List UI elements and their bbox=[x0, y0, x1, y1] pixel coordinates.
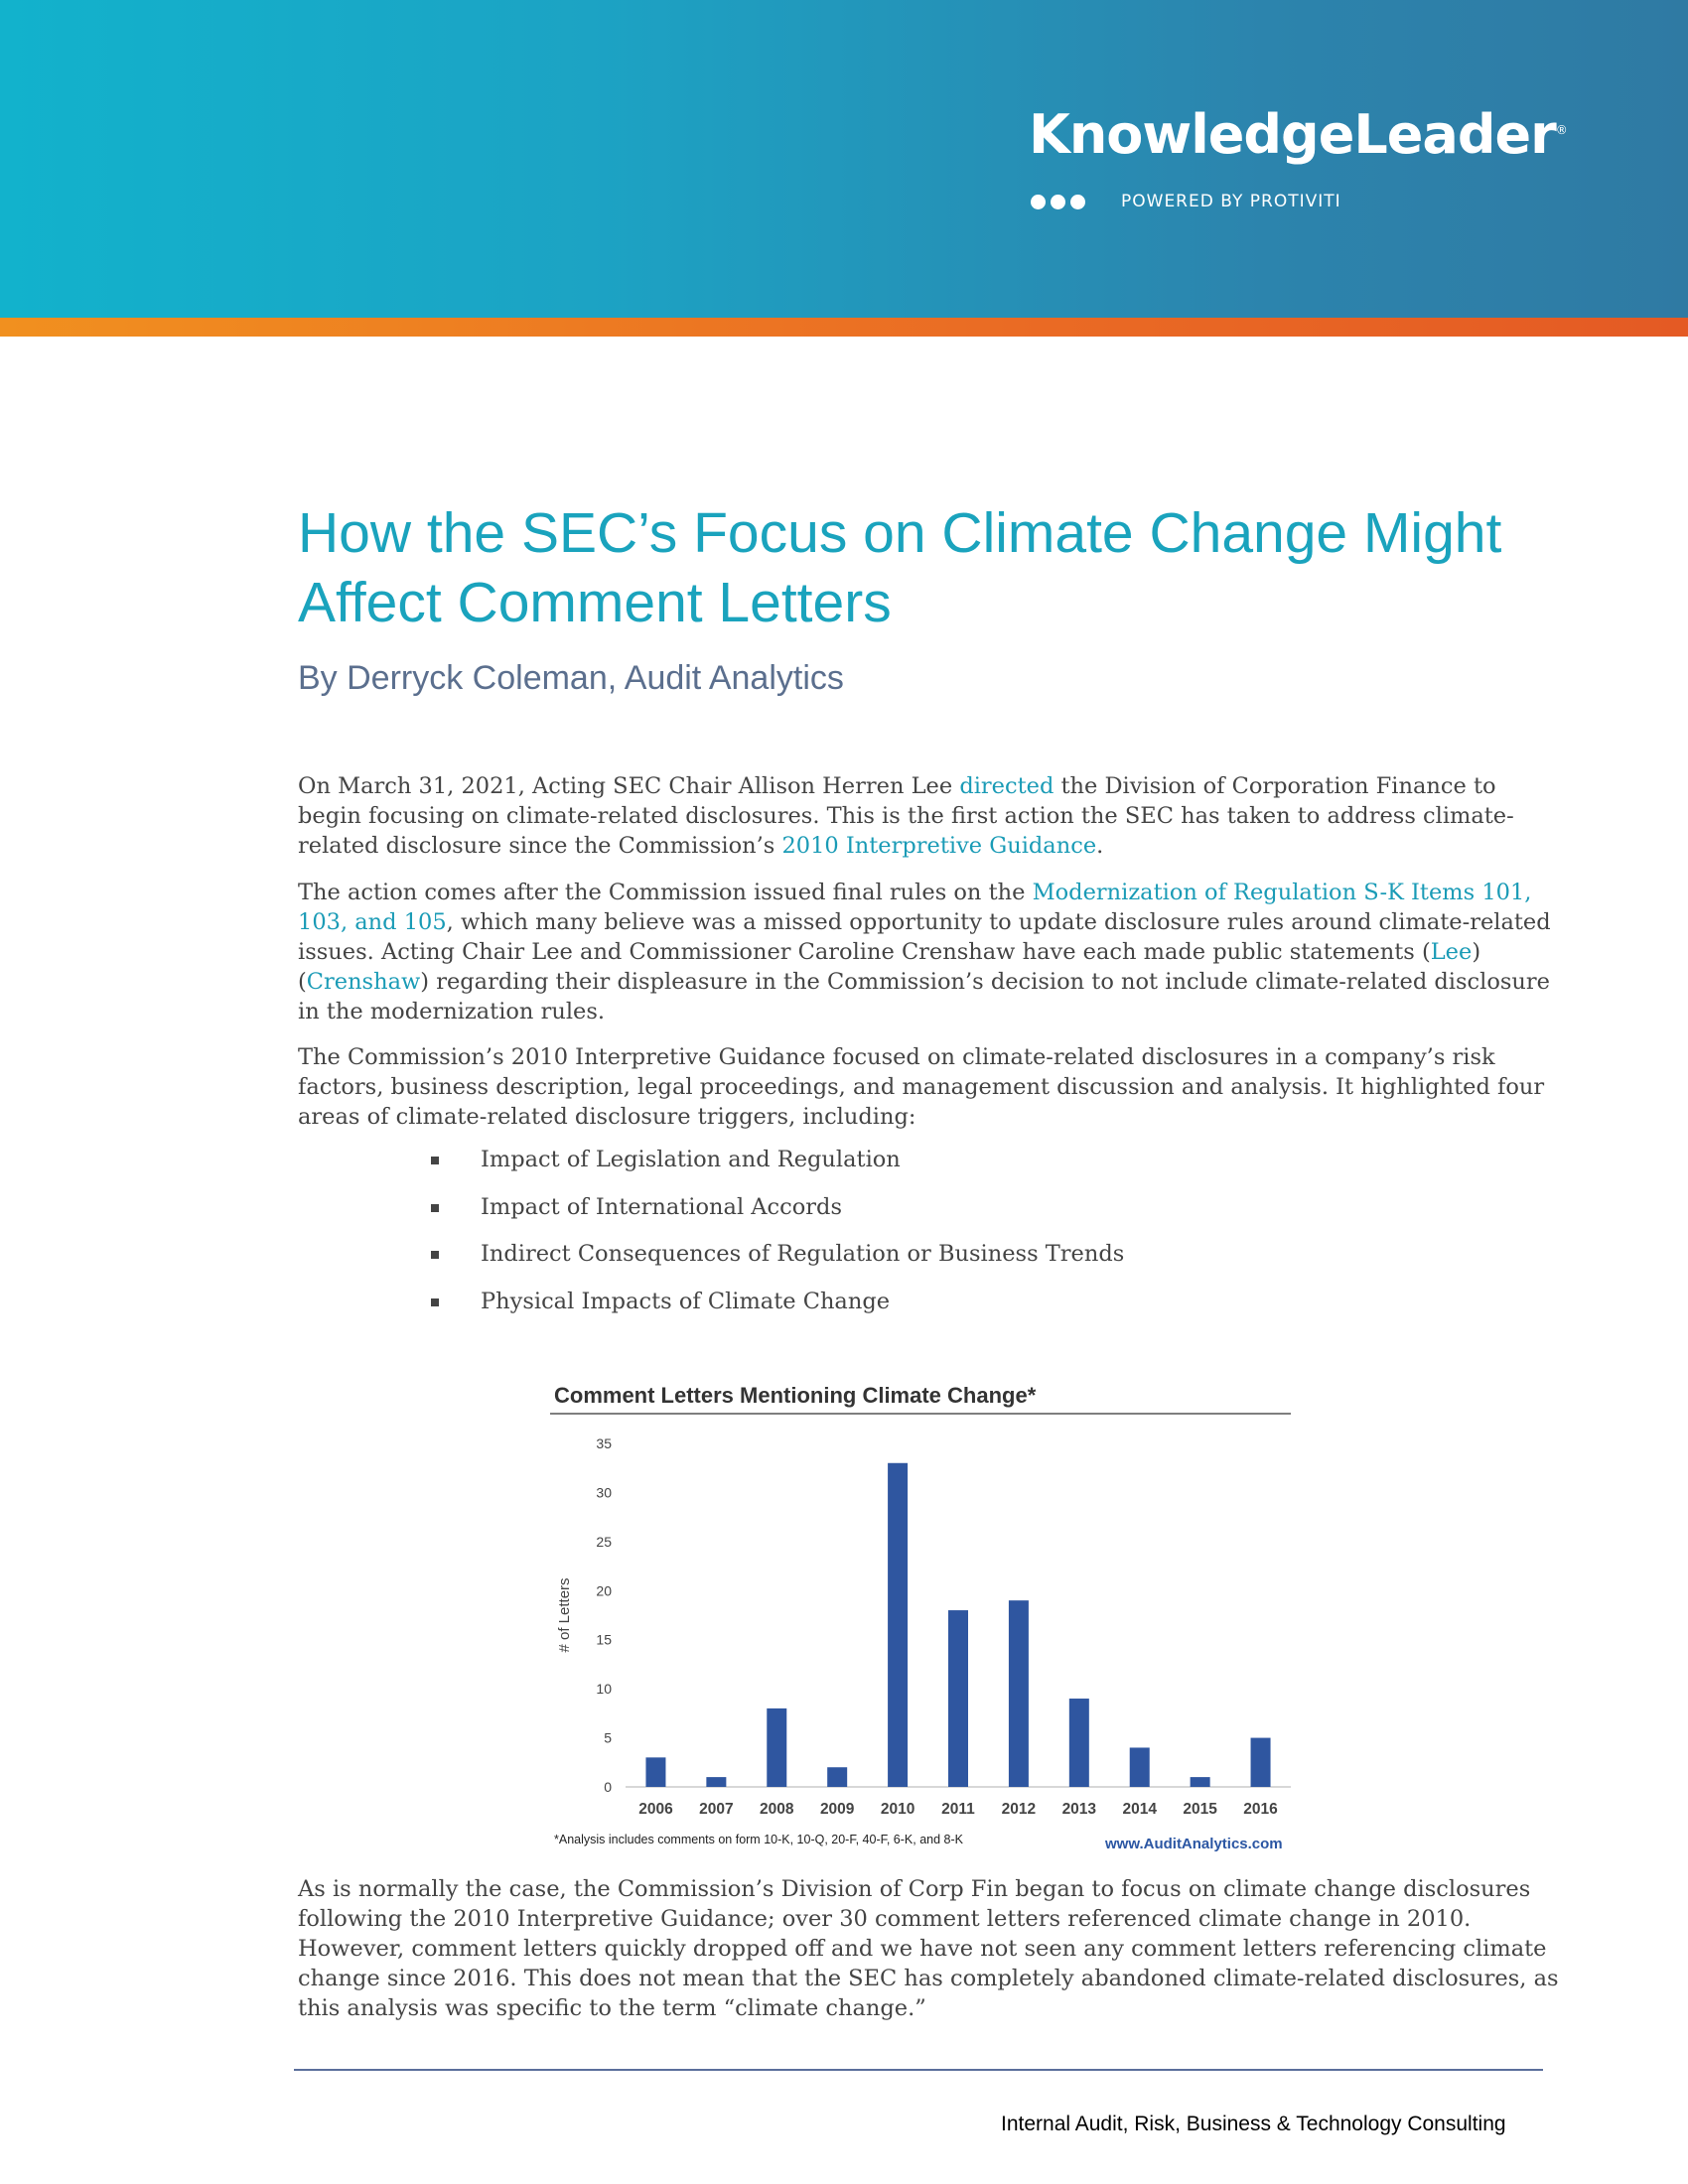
article-title: How the SEC’s Focus on Climate Change Might Affect Comment Letters bbox=[298, 501, 1502, 634]
list-item bbox=[429, 1287, 1323, 1334]
list-item bbox=[429, 1145, 1323, 1192]
brand-tagline: POWERED BY PROTIVITI bbox=[1121, 192, 1341, 211]
list-item-text: Impact of International Accords bbox=[481, 1193, 842, 1220]
footer-tagline: Internal Audit, Risk, Business & Technology Consulting bbox=[1001, 2113, 1506, 2135]
x-tick-label: 2016 bbox=[1243, 1801, 1278, 1818]
x-tick-label: 2013 bbox=[1061, 1801, 1097, 1818]
p2-text-b: , which many believe was a missed opportunity to update disclosure rules around climate-related issues. Acting Chair Lee and Commissioner Caroline Crenshaw have each made public statements ( bbox=[298, 909, 1551, 965]
footer-divider bbox=[294, 2069, 1543, 2071]
lee-statement-link[interactable]: Lee bbox=[1430, 939, 1473, 965]
y-tick-label: 0 bbox=[604, 1779, 612, 1795]
bar-2015 bbox=[1191, 1777, 1210, 1787]
paragraph-1 bbox=[298, 771, 1559, 861]
p1-text-b: the Division of Corporation Finance to begin focusing on climate-related disclosures. This is the first action the SEC has taken to address climate-related disclosure since the Commission’s bbox=[298, 773, 1514, 859]
bar-2008 bbox=[767, 1708, 786, 1787]
x-tick-label: 2010 bbox=[880, 1801, 915, 1818]
registered-mark: ® bbox=[1555, 123, 1567, 137]
p2-text-a: The action comes after the Commission issued final rules on the bbox=[298, 880, 1033, 905]
bar-2009 bbox=[827, 1767, 847, 1787]
x-tick-label: 2009 bbox=[819, 1801, 855, 1818]
list-item bbox=[429, 1192, 1323, 1240]
y-tick-label: 5 bbox=[604, 1729, 612, 1746]
list-item bbox=[429, 1239, 1323, 1287]
dot-icon bbox=[1031, 195, 1046, 209]
dot-icon bbox=[1070, 195, 1085, 209]
paragraph-2 bbox=[298, 878, 1559, 1026]
y-tick-label: 15 bbox=[596, 1631, 612, 1648]
bar-2007 bbox=[706, 1777, 726, 1787]
paragraph-4: As is normally the case, the Commission’s Division of Corp Fin began to focus on climate change disclosures following the 2010 Interpretive Guidance; over 30 comment letters referenced climate change in 2010. However, comment letters quickly dropped off and we have not seen any comment letters referencing climate change since 2016. This does not mean that the SEC has completely abandoned climate-related disclosures, as this analysis was specific to the term “climate change.” bbox=[298, 1876, 1559, 2021]
bar-2012 bbox=[1009, 1600, 1029, 1787]
y-tick-label: 10 bbox=[596, 1681, 612, 1698]
bar-2006 bbox=[645, 1757, 665, 1787]
bar-2016 bbox=[1251, 1738, 1271, 1787]
paragraph-3: The Commission’s 2010 Interpretive Guidance focused on climate-related disclosures in a company’s risk factors, business description, legal proceedings, and management discussion and analysis. It highlighted four areas of climate-related disclosure triggers, including: bbox=[298, 1044, 1545, 1130]
x-tick-label: 2008 bbox=[760, 1801, 794, 1818]
y-axis-label: # of Letters bbox=[556, 1577, 573, 1653]
bullet-icon bbox=[431, 1251, 439, 1259]
x-tick-label: 2015 bbox=[1183, 1801, 1217, 1818]
bar-2013 bbox=[1069, 1699, 1089, 1787]
chart-title: Comment Letters Mentioning Climate Change* bbox=[554, 1383, 1037, 1408]
comment-letters-chart bbox=[544, 1410, 1299, 1832]
logo-dots-icon bbox=[1031, 195, 1090, 213]
directed-link[interactable]: directed bbox=[959, 773, 1055, 799]
p2-text-d: ) regarding their displeasure in the Commission’s decision to not include climate-related disclosure in the modernization rules. bbox=[298, 969, 1550, 1024]
brand-name: KnowledgeLeader bbox=[1029, 103, 1556, 166]
bar-2014 bbox=[1130, 1747, 1150, 1787]
list-item-text: Indirect Consequences of Regulation or Business Trends bbox=[481, 1241, 1125, 1267]
chart-footnote: *Analysis includes comments on form 10-K, 10-Q, 20-F, 40-F, 6-K, and 8-K bbox=[554, 1833, 963, 1846]
disclosure-triggers-list bbox=[429, 1145, 1323, 1333]
bullet-icon bbox=[431, 1157, 439, 1164]
x-tick-label: 2014 bbox=[1122, 1801, 1157, 1818]
interpretive-guidance-link[interactable]: 2010 Interpretive Guidance bbox=[781, 833, 1097, 859]
y-tick-label: 25 bbox=[596, 1533, 612, 1550]
p2-text-c: ) ( bbox=[298, 939, 1481, 995]
bullet-icon bbox=[431, 1298, 439, 1306]
x-tick-label: 2007 bbox=[699, 1801, 734, 1818]
knowledgeleader-logo[interactable] bbox=[1029, 103, 1567, 166]
x-tick-label: 2011 bbox=[941, 1801, 975, 1818]
dot-icon bbox=[1051, 195, 1065, 209]
bar-2011 bbox=[948, 1610, 968, 1787]
chart-source-link[interactable]: www.AuditAnalytics.com bbox=[1105, 1836, 1283, 1852]
bar-2010 bbox=[888, 1463, 908, 1787]
x-tick-label: 2006 bbox=[638, 1801, 673, 1818]
p1-text-a: On March 31, 2021, Acting SEC Chair Allison Herren Lee bbox=[298, 773, 960, 799]
list-item-text: Impact of Legislation and Regulation bbox=[481, 1147, 901, 1172]
y-tick-label: 30 bbox=[596, 1484, 612, 1501]
x-tick-label: 2012 bbox=[1001, 1801, 1037, 1818]
y-tick-label: 35 bbox=[596, 1435, 612, 1451]
bullet-icon bbox=[431, 1204, 439, 1212]
y-tick-label: 20 bbox=[596, 1582, 612, 1599]
article-byline: By Derryck Coleman, Audit Analytics bbox=[298, 659, 844, 697]
p1-text-c: . bbox=[1096, 833, 1104, 859]
crenshaw-statement-link[interactable]: Crenshaw bbox=[306, 969, 421, 995]
header-accent-stripe bbox=[0, 318, 1688, 337]
modernization-reg-sk-link[interactable]: Modernization of Regulation S-K Items 101, 103, and 105 bbox=[298, 880, 1532, 935]
list-item-text: Physical Impacts of Climate Change bbox=[481, 1288, 891, 1314]
header-banner bbox=[0, 0, 1688, 318]
